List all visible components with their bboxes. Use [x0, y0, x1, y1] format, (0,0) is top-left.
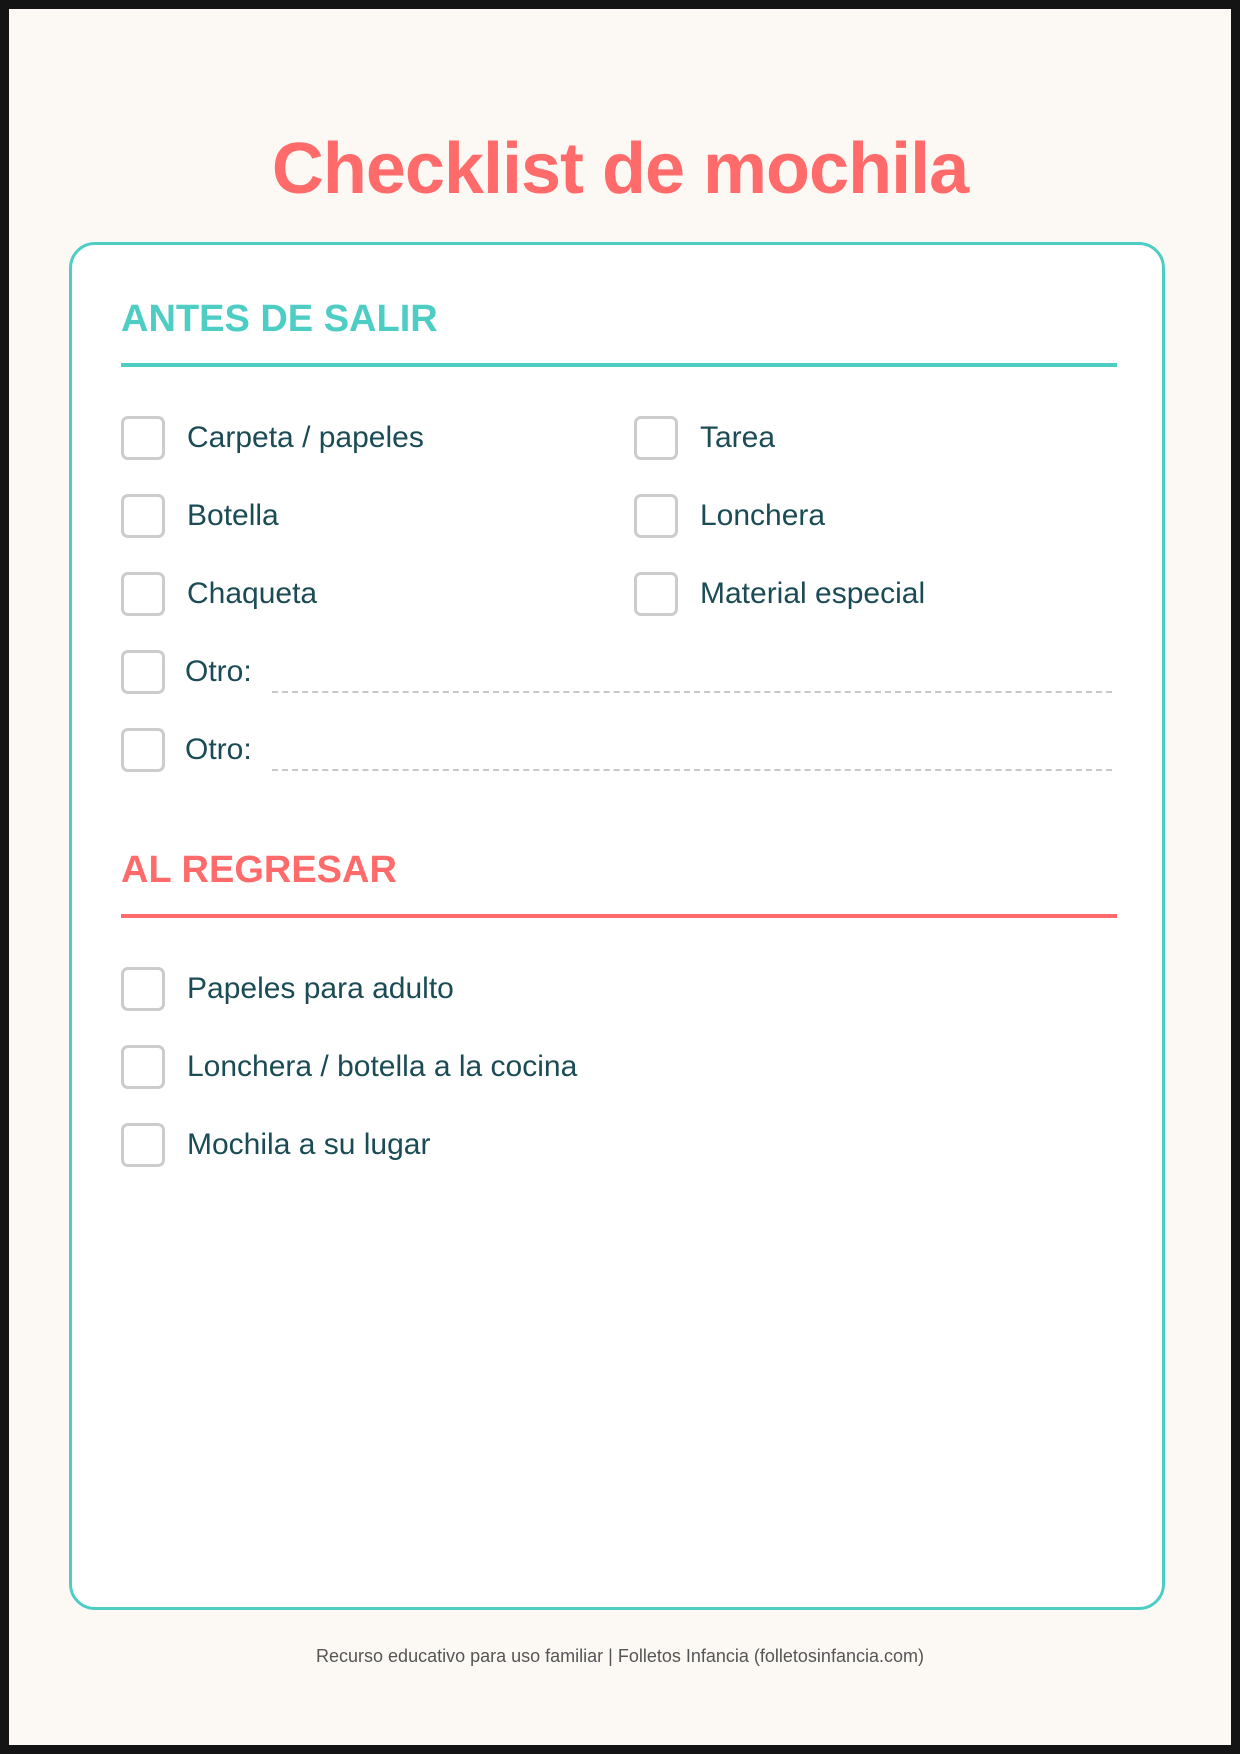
checkbox[interactable] — [121, 416, 165, 460]
checklist-item — [634, 492, 825, 540]
checkbox[interactable] — [634, 494, 678, 538]
checklist-item — [121, 570, 317, 618]
item-label: Papeles para adulto — [187, 972, 454, 1005]
section-divider-before — [121, 363, 1117, 367]
checkbox[interactable] — [121, 967, 165, 1011]
checkbox[interactable] — [121, 650, 165, 694]
other-item — [121, 726, 1112, 774]
item-label: Chaqueta — [187, 577, 318, 610]
item-label: Botella — [187, 499, 279, 532]
checkbox[interactable] — [121, 572, 165, 616]
checkbox[interactable] — [121, 1045, 165, 1089]
checklist-card — [69, 242, 1165, 1610]
checklist-item — [121, 1121, 430, 1169]
checkbox[interactable] — [121, 728, 165, 772]
section-divider-after — [121, 914, 1117, 918]
checklist-item — [121, 492, 279, 540]
item-label: Lonchera / botella a la cocina — [187, 1050, 578, 1083]
footer-credit: Recurso educativo para uso familiar | Folletos Infancia (folletosinfancia.com) — [316, 1646, 924, 1666]
checkbox[interactable] — [634, 572, 678, 616]
checklist-item — [121, 1043, 577, 1091]
checkbox[interactable] — [121, 1123, 165, 1167]
checklist-item — [121, 965, 454, 1013]
item-label: Carpeta / papeles — [187, 421, 424, 454]
checkbox[interactable] — [634, 416, 678, 460]
page-title: Checklist de mochila — [271, 129, 969, 209]
checklist-item — [634, 414, 775, 462]
page-sheet — [9, 9, 1231, 1745]
other-label: Otro: — [185, 655, 252, 688]
checklist-item — [121, 414, 424, 462]
write-in-line[interactable] — [272, 769, 1112, 771]
item-label: Material especial — [700, 577, 926, 610]
item-label: Mochila a su lugar — [187, 1128, 431, 1161]
item-label: Tarea — [700, 421, 776, 454]
other-label: Otro: — [185, 733, 252, 766]
other-item — [121, 648, 1112, 696]
section-heading-before: ANTES DE SALIR — [121, 298, 438, 340]
checkbox[interactable] — [121, 494, 165, 538]
item-label: Lonchera — [700, 499, 826, 532]
write-in-line[interactable] — [272, 691, 1112, 693]
checklist-item — [634, 570, 925, 618]
section-heading-after: AL REGRESAR — [121, 849, 397, 891]
